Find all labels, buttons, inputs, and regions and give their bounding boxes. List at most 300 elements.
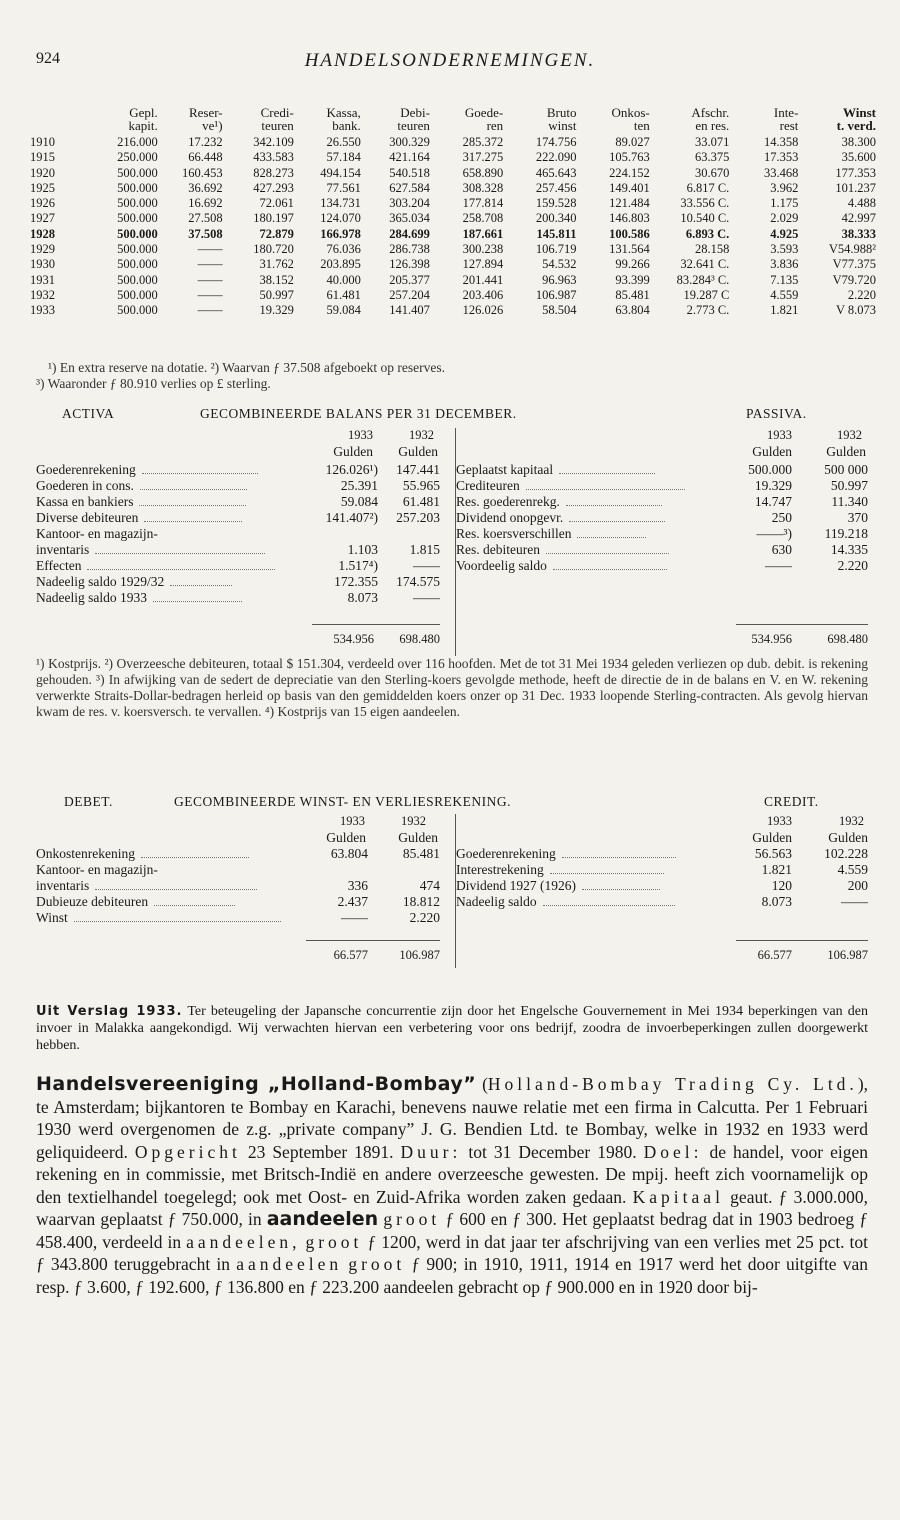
table-cell: 250.000 bbox=[117, 150, 158, 165]
ledger-value-1932: 11.340 bbox=[831, 494, 868, 509]
ledger-label: Dividend onopgevr. bbox=[456, 510, 564, 525]
ledger-label: Geplaatst kapitaal bbox=[456, 462, 554, 477]
table-cell: 17.353 bbox=[764, 150, 799, 165]
ledger-label: Diverse debiteuren bbox=[36, 510, 139, 525]
ledger-value-1932 bbox=[368, 862, 440, 878]
table-cell: 28.158 bbox=[694, 242, 730, 257]
table-cell: 99.266 bbox=[615, 257, 650, 272]
table-cell: 149.401 bbox=[609, 180, 650, 195]
year-cell: 1930 bbox=[30, 257, 55, 272]
ledger-row bbox=[456, 478, 868, 494]
keyword-opgericht: Opgericht bbox=[134, 1141, 241, 1162]
ledger-value-1932: 1.815 bbox=[409, 542, 440, 557]
table-cell: 100.586 bbox=[609, 226, 650, 241]
stats-col-subheader: ren bbox=[486, 118, 504, 133]
ledger-label: Nadeelig saldo 1933 bbox=[36, 590, 147, 605]
leader-dots bbox=[526, 480, 685, 490]
table-cell: V77.375 bbox=[832, 257, 876, 272]
table-cell: 36.692 bbox=[188, 180, 223, 195]
ledger-label: Winst bbox=[36, 910, 68, 925]
ledger-row bbox=[456, 510, 868, 526]
table-cell: —— bbox=[197, 303, 223, 318]
ledger-row bbox=[36, 462, 440, 478]
table-cell: 500.000 bbox=[117, 196, 158, 211]
table-row bbox=[30, 211, 876, 226]
table-row bbox=[30, 196, 876, 211]
balance-notes: ¹) Kostprijs. ²) Overzeesche debiteuren, totaal $ 151.304, verdeeld over 116 hoofden. Met de tot 31 Mei 1934 geleden verliezen op dub. debit. is rekening gehouden. ³) In afwijking van de sedert de depreciatie van den Sterling-koers gevolgde methode, heeft de directie de in de balans en V. en W. rekening verwerkte Straits-Dollar-bedragen herleid op basis van den gemiddelden koers onzer op 31 Dec. 1933 loopende Sterling-contracten. Als gevolg hiervan kwam de res. v. koersversch. te vervallen. ⁴) Kostprijs van 15 eigen aandeelen. bbox=[36, 656, 868, 719]
ledger-row bbox=[456, 526, 868, 542]
leader-dots bbox=[95, 880, 257, 890]
table-cell: 31.762 bbox=[259, 257, 294, 272]
table-cell: 500.000 bbox=[117, 180, 158, 195]
table-cell: 126.398 bbox=[389, 257, 430, 272]
table-cell: —— bbox=[197, 272, 223, 287]
year-cell: 1931 bbox=[30, 272, 55, 287]
ledger-value-1933: 8.073 bbox=[347, 590, 378, 605]
table-cell: 365.034 bbox=[389, 211, 430, 226]
pl-left-total-rule bbox=[306, 940, 440, 941]
ledger-value-1932: 2.220 bbox=[837, 558, 868, 573]
table-cell: 38.300 bbox=[841, 135, 876, 149]
table-cell: 77.561 bbox=[326, 180, 361, 195]
ledger-row bbox=[36, 846, 440, 862]
pl-right-total-rule bbox=[736, 940, 868, 941]
table-cell: 19.329 bbox=[259, 303, 294, 318]
table-row bbox=[30, 257, 876, 272]
table-cell: 300.329 bbox=[389, 135, 430, 149]
year-cell: 1933 bbox=[30, 303, 55, 318]
ledger-row bbox=[36, 558, 440, 574]
keyword-duur: Duur: bbox=[400, 1141, 462, 1162]
bal-right-total1: 534.956 bbox=[751, 632, 792, 646]
ledger-label: Dubieuze debiteuren bbox=[36, 894, 149, 909]
company-text-3: 23 September 1891. bbox=[247, 1141, 394, 1162]
leader-dots bbox=[577, 528, 646, 538]
table-cell: 500.000 bbox=[117, 226, 158, 241]
stats-col-header: Reser- bbox=[188, 105, 223, 120]
table-cell: 85.481 bbox=[615, 287, 650, 302]
ledger-value-1933: 59.084 bbox=[340, 494, 378, 509]
ledger-value-1933: 63.804 bbox=[330, 846, 368, 861]
stats-col-subheader: winst bbox=[548, 118, 577, 133]
table-cell: 14.358 bbox=[764, 135, 799, 149]
ledger-row bbox=[36, 878, 440, 894]
ledger-label: Onkostenrekening bbox=[36, 846, 135, 861]
ledger-label: Goederen in cons. bbox=[36, 478, 134, 493]
pl-right-year1: 1933 bbox=[767, 814, 792, 828]
ledger-value-1932: 14.335 bbox=[830, 542, 868, 557]
stats-col-header: Afschr. bbox=[691, 105, 730, 120]
stats-header-row-2 bbox=[30, 119, 876, 135]
balance-sheet bbox=[36, 406, 870, 656]
table-cell: 32.641 C. bbox=[680, 257, 730, 272]
pl-left-total2: 106.987 bbox=[399, 948, 440, 962]
ledger-value-1932: 102.228 bbox=[824, 846, 868, 861]
pl-right-total1: 66.577 bbox=[757, 948, 792, 962]
leader-dots bbox=[559, 464, 655, 474]
table-cell: 126.026 bbox=[462, 303, 504, 318]
table-cell: 465.643 bbox=[535, 165, 577, 180]
table-cell: 4.925 bbox=[770, 226, 799, 241]
table-cell: 17.232 bbox=[188, 135, 223, 149]
year-cell: 1929 bbox=[30, 242, 55, 257]
table-cell: 2.220 bbox=[847, 287, 876, 302]
debet-label: DEBET. bbox=[64, 794, 113, 809]
ledger-value-1933 bbox=[308, 526, 378, 542]
pl-left-unit1: Gulden bbox=[326, 830, 366, 845]
keyword-kapitaal: Kapitaal bbox=[632, 1186, 724, 1207]
table-cell: 33.556 C. bbox=[680, 196, 730, 211]
leader-dots bbox=[142, 464, 258, 474]
table-cell: 500.000 bbox=[117, 257, 158, 272]
table-row bbox=[30, 288, 876, 303]
table-cell: 180.197 bbox=[253, 211, 294, 226]
ledger-value-1932: 119.218 bbox=[824, 526, 868, 541]
table-cell: 127.894 bbox=[462, 257, 504, 272]
ledger-row bbox=[36, 478, 440, 494]
table-cell: 59.084 bbox=[326, 303, 361, 318]
balance-passiva-list bbox=[456, 462, 868, 574]
keyword-aandeelen-3: aandeelen bbox=[236, 1254, 343, 1274]
stats-col-subheader: en res. bbox=[695, 118, 730, 133]
table-cell: 93.399 bbox=[615, 272, 650, 287]
table-cell: 2.773 C. bbox=[686, 303, 730, 318]
table-cell: 342.109 bbox=[253, 135, 294, 149]
table-cell: 63.804 bbox=[615, 303, 650, 318]
table-cell: 16.692 bbox=[188, 196, 223, 211]
bal-left-total2: 698.480 bbox=[399, 632, 440, 646]
leader-dots bbox=[582, 880, 660, 890]
table-cell: 224.152 bbox=[609, 165, 650, 180]
stats-col-subheader: teuren bbox=[261, 118, 294, 133]
ledger-value-1932: 257.203 bbox=[396, 510, 440, 525]
table-cell: 66.448 bbox=[188, 150, 223, 165]
bal-left-unit1: Gulden bbox=[333, 444, 373, 459]
company-text-4: tot 31 December 1980. bbox=[468, 1141, 637, 1162]
table-cell: 40.000 bbox=[326, 272, 361, 287]
year-cell: 1910 bbox=[30, 135, 55, 149]
table-cell: 421.164 bbox=[389, 150, 430, 165]
ledger-value-1933: 141.407²) bbox=[325, 510, 378, 525]
pl-credit-list bbox=[456, 846, 868, 910]
table-cell: 500.000 bbox=[117, 211, 158, 226]
table-cell: 201.441 bbox=[462, 272, 504, 287]
table-cell: 42.997 bbox=[841, 211, 876, 226]
pl-right-year2: 1932 bbox=[839, 814, 864, 828]
keyword-doel: Doel: bbox=[643, 1141, 703, 1162]
table-cell: 177.814 bbox=[462, 196, 504, 211]
table-cell: 174.756 bbox=[535, 135, 577, 149]
leader-dots bbox=[141, 848, 249, 858]
table-cell: 89.027 bbox=[615, 135, 650, 149]
leader-dots bbox=[569, 512, 665, 522]
table-row bbox=[30, 181, 876, 196]
credit-label: CREDIT. bbox=[764, 794, 819, 809]
ledger-value-1933: ——³) bbox=[756, 526, 792, 541]
ledger-value-1933: —— bbox=[341, 910, 368, 925]
keyword-groot-3: groot bbox=[348, 1254, 406, 1274]
table-cell: 106.719 bbox=[535, 242, 577, 257]
ledger-value-1933: 14.747 bbox=[754, 494, 792, 509]
leader-dots bbox=[95, 544, 265, 554]
ledger-label: Nadeelig saldo bbox=[456, 894, 537, 909]
table-cell: 500.000 bbox=[117, 287, 158, 302]
stats-col-header: Credi- bbox=[260, 105, 294, 120]
table-cell: 145.811 bbox=[536, 226, 577, 241]
ledger-label: Kantoor- en magazijn- bbox=[36, 526, 158, 541]
table-row bbox=[30, 242, 876, 257]
activa-label: ACTIVA bbox=[62, 406, 115, 421]
ledger-label: inventaris bbox=[36, 878, 90, 893]
ledger-label: Kantoor- en magazijn- bbox=[36, 862, 158, 877]
company-text-1: ( bbox=[482, 1074, 488, 1094]
ledger-row bbox=[36, 510, 440, 526]
company-text-2: ), te Amsterdam; bijkantoren te Bombay en Karachi, benevens nauwe relatie met een firma in Calcutta. Per 1 Februari 1930 werd overgenomen de z.g. „private company” J. G. Bendien Ltd. te Bombay, welke in 1932 en 1933 werd geliquideerd. bbox=[36, 1074, 869, 1162]
bal-right-year1: 1933 bbox=[767, 428, 792, 442]
ledger-value-1933: 120 bbox=[771, 878, 792, 893]
table-row bbox=[30, 303, 876, 318]
table-cell: 6.893 C. bbox=[685, 226, 730, 241]
table-cell: 57.184 bbox=[326, 150, 361, 165]
ledger-value-1933: 126.026¹) bbox=[325, 462, 378, 477]
bal-left-total-rule bbox=[312, 624, 440, 625]
table-cell: 200.340 bbox=[535, 211, 577, 226]
company-trade-name: Holland-Bombay Trading Cy. Ltd. bbox=[487, 1074, 858, 1094]
ledger-value-1933: 56.563 bbox=[754, 846, 792, 861]
ledger-label: Goederenrekening bbox=[36, 462, 136, 477]
bal-right-year2: 1932 bbox=[837, 428, 862, 442]
table-cell: 285.372 bbox=[462, 135, 504, 149]
table-cell: 187.661 bbox=[462, 226, 504, 241]
stats-col-header: Goede- bbox=[464, 105, 504, 120]
pl-right-unit1: Gulden bbox=[752, 830, 792, 845]
table-cell: 180.720 bbox=[253, 242, 294, 257]
table-cell: 38.333 bbox=[841, 226, 876, 241]
table-cell: 303.204 bbox=[389, 196, 430, 211]
year-cell: 1928 bbox=[30, 226, 55, 241]
stats-footnote-2: ³) Waaronder ƒ 80.910 verlies op £ sterling. bbox=[36, 376, 271, 391]
table-cell: 2.029 bbox=[770, 211, 799, 226]
company-entry bbox=[36, 1073, 868, 1298]
table-cell: 494.154 bbox=[320, 165, 361, 180]
leader-dots bbox=[546, 544, 669, 554]
ledger-value-1933: 25.391 bbox=[340, 478, 378, 493]
stats-col-subheader: kapit. bbox=[128, 118, 158, 133]
table-cell: 72.061 bbox=[259, 196, 294, 211]
stats-body bbox=[30, 135, 876, 319]
table-cell: V79.720 bbox=[832, 272, 876, 287]
table-row bbox=[30, 135, 876, 150]
stats-col-subheader: teuren bbox=[397, 118, 430, 133]
ledger-value-1932: 370 bbox=[847, 510, 868, 525]
table-cell: 30.670 bbox=[694, 165, 730, 180]
table-cell: 258.708 bbox=[462, 211, 504, 226]
table-cell: 222.090 bbox=[535, 150, 577, 165]
year-cell: 1920 bbox=[30, 165, 55, 180]
ledger-value-1932: 85.481 bbox=[402, 846, 440, 861]
ledger-label: Dividend 1927 (1926) bbox=[456, 878, 576, 893]
pl-debet-list bbox=[36, 846, 440, 926]
report-excerpt bbox=[36, 1003, 868, 1054]
ledger-value-1933 bbox=[300, 862, 368, 878]
ledger-value-1932: 61.481 bbox=[402, 494, 440, 509]
page-number: 924 bbox=[36, 50, 60, 67]
table-cell: 159.528 bbox=[535, 196, 577, 211]
year-cell: 1932 bbox=[30, 287, 55, 302]
table-row bbox=[30, 227, 876, 242]
table-cell: 33.468 bbox=[764, 165, 799, 180]
table-cell: 658.890 bbox=[462, 165, 504, 180]
table-cell: 284.699 bbox=[389, 226, 430, 241]
table-cell: 286.738 bbox=[389, 242, 430, 257]
ledger-row bbox=[456, 862, 868, 878]
table-cell: 4.488 bbox=[847, 196, 876, 211]
keyword-aandeelen-2: aandeelen, bbox=[186, 1231, 301, 1252]
ledger-value-1933: 8.073 bbox=[761, 894, 792, 909]
ledger-label: Interestrekening bbox=[456, 862, 544, 877]
table-cell: 203.895 bbox=[320, 257, 361, 272]
table-cell: 10.540 C. bbox=[680, 211, 730, 226]
table-cell: 33.071 bbox=[694, 135, 730, 149]
bal-left-total1: 534.956 bbox=[333, 632, 374, 646]
ledger-value-1933: 1.517⁴) bbox=[338, 558, 378, 573]
table-cell: 500.000 bbox=[117, 272, 158, 287]
table-cell: 427.293 bbox=[253, 180, 294, 195]
table-cell: 1.175 bbox=[770, 196, 799, 211]
leader-dots bbox=[140, 480, 247, 490]
table-cell: 141.407 bbox=[389, 303, 430, 318]
ledger-row bbox=[456, 462, 868, 478]
ledger-label: Effecten bbox=[36, 558, 82, 573]
ledger-row bbox=[456, 894, 868, 910]
pl-left-year1: 1933 bbox=[340, 814, 365, 828]
table-cell: 101.237 bbox=[835, 180, 876, 195]
pl-left-total1: 66.577 bbox=[333, 948, 368, 962]
bal-right-unit1: Gulden bbox=[752, 444, 792, 459]
table-cell: 216.000 bbox=[117, 135, 158, 149]
leader-dots bbox=[153, 592, 242, 602]
year-cell: 1926 bbox=[30, 196, 55, 211]
ledger-row bbox=[36, 494, 440, 510]
year-cell: 1915 bbox=[30, 150, 55, 165]
leader-dots bbox=[170, 576, 232, 586]
stats-footnote-1: ¹) En extra reserve na dotatie. ²) Waarvan ƒ 37.508 afgeboekt op reserves. bbox=[48, 360, 445, 375]
table-cell: 540.518 bbox=[389, 165, 430, 180]
table-cell: 500.000 bbox=[117, 303, 158, 318]
stats-col-subheader: ten bbox=[633, 118, 650, 133]
ledger-value-1933: 1.821 bbox=[761, 862, 792, 877]
table-cell: V54.988² bbox=[828, 242, 876, 257]
report-text: Ter beteugeling der Japansche concurrentie zijn door het Engelsche Gouvernement in Mei 1934 beperkingen van den invoer in Malakka aangekondigd. Wij verwachten hiervan een verbetering voor ons bedrijf, zoodra de invoerbeperkingen zullen doorgewerkt hebben. bbox=[36, 1004, 868, 1053]
stats-col-header: Bruto bbox=[546, 105, 577, 120]
passiva-label: PASSIVA. bbox=[746, 406, 807, 421]
ledger-value-1932: 55.965 bbox=[402, 478, 440, 493]
ledger-value-1933: 2.437 bbox=[337, 894, 368, 909]
table-cell: 166.978 bbox=[320, 226, 361, 241]
table-cell: 58.504 bbox=[542, 303, 577, 318]
table-cell: 27.508 bbox=[188, 211, 223, 226]
ledger-row bbox=[456, 878, 868, 894]
leader-dots bbox=[553, 560, 667, 570]
pl-left-unit2: Gulden bbox=[398, 830, 438, 845]
ledger-row bbox=[456, 558, 868, 574]
leader-dots bbox=[87, 560, 275, 570]
ledger-value-1932: 474 bbox=[419, 878, 440, 893]
ledger-value-1933: 336 bbox=[347, 878, 368, 893]
ledger-value-1933: 630 bbox=[771, 542, 792, 557]
ledger-row bbox=[456, 846, 868, 862]
table-cell: 500.000 bbox=[117, 242, 158, 257]
pl-right-unit2: Gulden bbox=[828, 830, 868, 845]
ledger-label: Res. koersverschillen bbox=[456, 526, 572, 541]
stats-col-subheader: ve¹) bbox=[202, 118, 223, 133]
keyword-aandeelen: aandeelen bbox=[266, 1208, 379, 1230]
ledger-row bbox=[456, 494, 868, 510]
table-cell: 3.962 bbox=[770, 180, 799, 195]
ledger-value-1932: 200 bbox=[847, 878, 868, 893]
ledger-value-1932: —— bbox=[841, 894, 868, 909]
table-cell: 7.135 bbox=[770, 272, 799, 287]
balance-title: GECOMBINEERDE BALANS PER 31 DECEMBER. bbox=[200, 406, 517, 421]
ledger-row bbox=[456, 542, 868, 558]
ledger-label: Voordeelig saldo bbox=[456, 558, 547, 573]
ledger-label: Crediteuren bbox=[456, 478, 520, 493]
table-cell: 76.036 bbox=[326, 242, 361, 257]
table-cell: 828.273 bbox=[253, 165, 294, 180]
table-cell: 63.375 bbox=[694, 150, 730, 165]
table-cell: 96.963 bbox=[542, 272, 577, 287]
table-cell: 203.406 bbox=[462, 287, 504, 302]
leader-dots bbox=[562, 848, 676, 858]
table-cell: 106.987 bbox=[535, 287, 577, 302]
stats-col-subheader: rest bbox=[779, 118, 799, 133]
page-title: HANDELSONDERNEMINGEN. bbox=[304, 50, 596, 71]
bal-left-unit2: Gulden bbox=[398, 444, 438, 459]
year-cell: 1927 bbox=[30, 211, 55, 226]
table-cell: 500.000 bbox=[117, 165, 158, 180]
table-cell: 205.377 bbox=[389, 272, 430, 287]
leader-dots bbox=[566, 496, 662, 506]
table-row bbox=[30, 166, 876, 181]
ledger-value-1932: 174.575 bbox=[396, 574, 440, 589]
profit-loss-account bbox=[36, 794, 870, 994]
balance-activa-list bbox=[36, 462, 440, 606]
leader-dots bbox=[543, 896, 675, 906]
table-cell: 177.353 bbox=[835, 165, 876, 180]
ledger-value-1933: 250 bbox=[771, 510, 792, 525]
ledger-value-1933: —— bbox=[765, 558, 792, 573]
ledger-value-1932: 18.812 bbox=[402, 894, 440, 909]
table-cell: 4.559 bbox=[770, 287, 799, 302]
ledger-value-1932: —— bbox=[413, 590, 440, 605]
bal-right-total2: 698.480 bbox=[827, 632, 868, 646]
stats-col-header: Kassa, bbox=[326, 105, 361, 120]
keyword-groot-2: groot bbox=[305, 1231, 363, 1252]
ledger-row bbox=[36, 910, 440, 926]
company-text-8: ƒ 1200, werd in dat jaar ter afschrijving van een verlies met 25 pct. tot ƒ 343.800 teruggebracht in bbox=[36, 1231, 869, 1274]
pl-left-year2: 1932 bbox=[401, 814, 426, 828]
table-cell: V 8.073 bbox=[835, 303, 876, 318]
table-cell: 37.508 bbox=[188, 226, 223, 241]
ledger-label: Goederenrekening bbox=[456, 846, 556, 861]
table-cell: 3.836 bbox=[770, 257, 799, 272]
ledger-label: inventaris bbox=[36, 542, 90, 557]
ledger-row bbox=[36, 894, 440, 910]
bal-left-year1: 1933 bbox=[348, 428, 373, 442]
table-cell: 38.152 bbox=[259, 272, 294, 287]
stats-col-header: Onkos- bbox=[611, 105, 650, 120]
ledger-value-1932: 2.220 bbox=[409, 910, 440, 925]
